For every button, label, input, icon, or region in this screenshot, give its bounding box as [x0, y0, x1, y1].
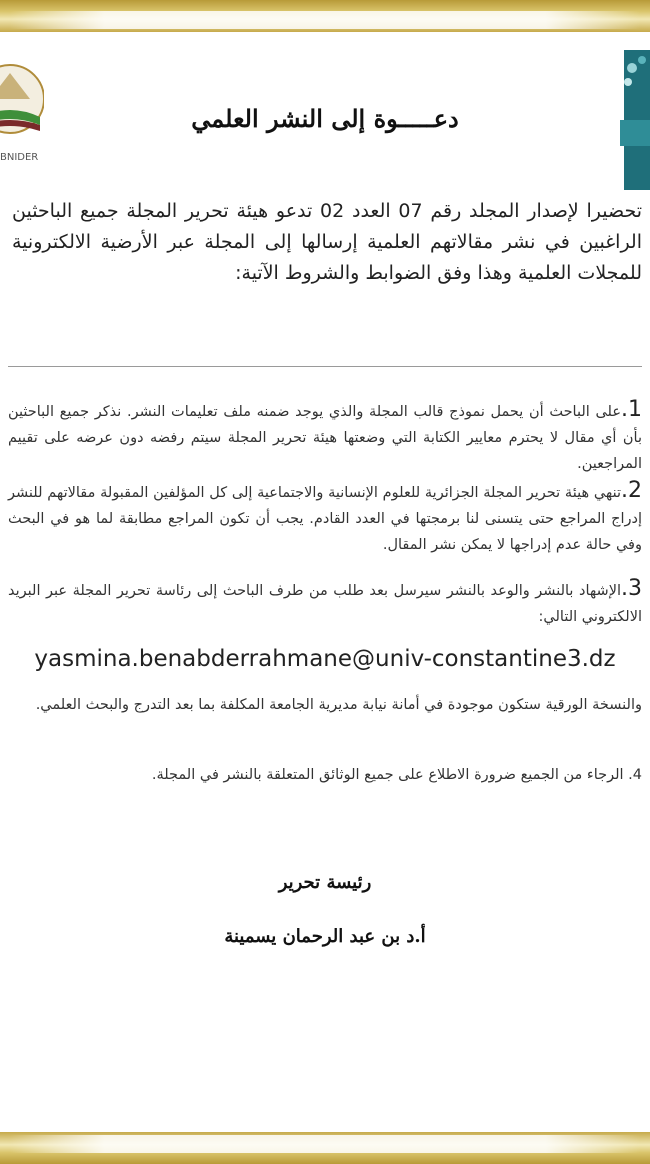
item-number: 4. — [628, 767, 642, 783]
item-number: 2. — [621, 478, 642, 503]
item-number: 3. — [621, 576, 642, 601]
list-item — [8, 762, 642, 788]
logo-left-caption: BNIDER — [0, 152, 39, 163]
list-item — [8, 397, 642, 477]
top-gold-band — [0, 0, 650, 32]
item-number: 1. — [621, 397, 642, 422]
university-logo — [0, 55, 44, 173]
item-text: تنهي هيئة تحرير المجلة الجزائرية للعلوم الإنسانية والاجتماعية إلى كل المؤلفين المقبولة مقالاتهم للنشر إدراج المراجع حتى يتسنى لنا برمجتها في العدد القادم. يجب أن تكون المراجع مطابقة لما هو في البحث وفي حالة عدم إدراجها لا يمكن نشر المقال. — [8, 485, 642, 553]
contact-email[interactable]: yasmina.benabderrahmane@univ-constantine3.dz — [34, 646, 616, 672]
item-text: على الباحث أن يحمل نموذج قالب المجلة والذي يوجد ضمنه ملف تعليمات النشر. نذكر جميع الباحثين بأن أي مقال لا يحترم معايير الكتابة التي وضعتها هيئة تحرير المجلة سيتم رفضه دون عرضه على تقييم المراجعين. — [8, 404, 642, 472]
signature-role: رئيسة تحرير — [278, 872, 372, 893]
item-text: الإشهاد بالنشر والوعد بالنشر سيرسل بعد طلب من طرف الباحث إلى رئاسة تحرير المجلة عبر البريد الالكتروني التالي: — [8, 583, 642, 625]
item-text: الرجاء من الجميع ضرورة الاطلاع على جميع الوثائق المتعلقة بالنشر في المجلة. — [151, 767, 624, 783]
page-title: دعـــــوة إلى النشر العلمي — [191, 104, 459, 133]
bottom-gold-band — [0, 1132, 650, 1164]
paper-copy-note: والنسخة الورقية ستكون موجودة في أمانة نيابة مديرية الجامعة المكلفة بما بعد التدرج والبحث العلمي. — [35, 697, 642, 713]
intro-paragraph: تحضيرا لإصدار المجلد رقم 07 العدد 02 تدعو هيئة تحرير المجلة جميع الباحثين الراغبين في نشر مقالاتهم العلمية إرسالها إلى المجلة عبر الأرضية الالكترونية للمجلات العلمية وهذا وفق الضوابط والشروط الآتية: — [12, 200, 643, 284]
divider — [8, 366, 642, 367]
journal-logo — [620, 50, 650, 190]
signature-name: أ.د بن عبد الرحمان يسمينة — [224, 926, 426, 947]
list-item — [8, 478, 642, 558]
list-item — [8, 576, 642, 630]
